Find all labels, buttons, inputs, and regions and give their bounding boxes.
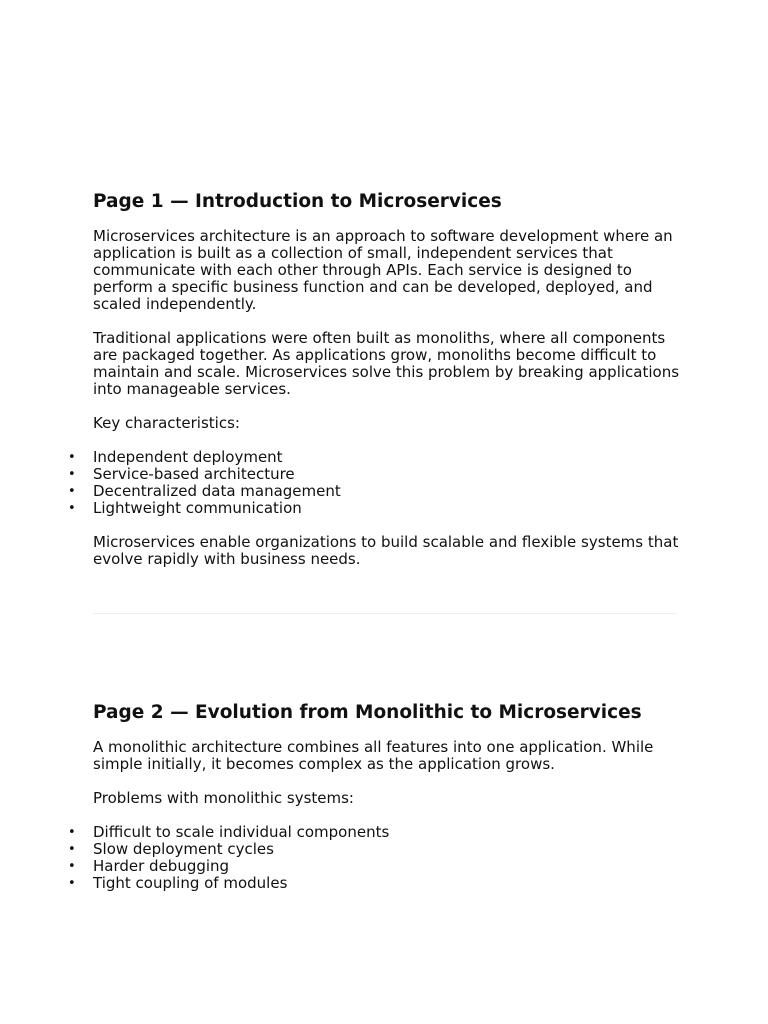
- list-item-text: Decentralized data management: [93, 482, 341, 500]
- list-item: [68, 465, 683, 483]
- list-item-text: Lightweight communication: [93, 499, 302, 517]
- list-item-text: Slow deployment cycles: [93, 840, 274, 858]
- bullet-icon: •: [68, 876, 76, 891]
- page-1-bullet-list: [68, 448, 683, 517]
- page-1-paragraph-2: Traditional applications were often built as monoliths, where all components are packaged together. As applications grow, monoliths become difficult to maintain and scale. Microservices solve this problem by breaking applications into manageable services.: [93, 329, 680, 398]
- list-item: [68, 874, 683, 892]
- page-divider: [93, 613, 676, 614]
- page-1-section: [68, 191, 683, 585]
- page-1-closing-paragraph: Microservices enable organizations to build scalable and flexible systems that evolve rapidly with business needs.: [93, 533, 679, 568]
- list-item: [68, 857, 683, 875]
- list-item: [68, 448, 683, 466]
- bullet-icon: •: [68, 450, 76, 465]
- list-item-text: Difficult to scale individual components: [93, 823, 390, 841]
- bullet-icon: •: [68, 842, 76, 857]
- list-item-text: Independent deployment: [93, 448, 283, 466]
- page-1-paragraph-1: Microservices architecture is an approach to software development where an application is built as a collection of small, independent services that communicate with each other through APIs. Each service is designed to perform a specific business function and can be developed, deployed, and scaled independently.: [93, 227, 673, 313]
- page-1-key-characteristics-label: Key characteristics:: [93, 414, 240, 432]
- list-item-text: Harder debugging: [93, 857, 230, 875]
- list-item: [68, 840, 683, 858]
- page-2-title: Page 2 — Evolution from Monolithic to Microservices: [93, 702, 642, 723]
- page-2-problems-label: Problems with monolithic systems:: [93, 789, 354, 807]
- page-2-paragraph-1: A monolithic architecture combines all features into one application. While simple initially, it becomes complex as the application grows.: [93, 738, 654, 773]
- page-2-section: [68, 702, 683, 909]
- list-item: [68, 499, 683, 517]
- list-item: [68, 823, 683, 841]
- bullet-icon: •: [68, 467, 76, 482]
- bullet-icon: •: [68, 825, 76, 840]
- list-item-text: Tight coupling of modules: [93, 874, 288, 892]
- bullet-icon: •: [68, 859, 76, 874]
- list-item: [68, 482, 683, 500]
- bullet-icon: •: [68, 501, 76, 516]
- page-2-bullet-list: [68, 823, 683, 892]
- bullet-icon: •: [68, 484, 76, 499]
- list-item-text: Service-based architecture: [93, 465, 295, 483]
- page-1-title: Page 1 — Introduction to Microservices: [93, 191, 502, 212]
